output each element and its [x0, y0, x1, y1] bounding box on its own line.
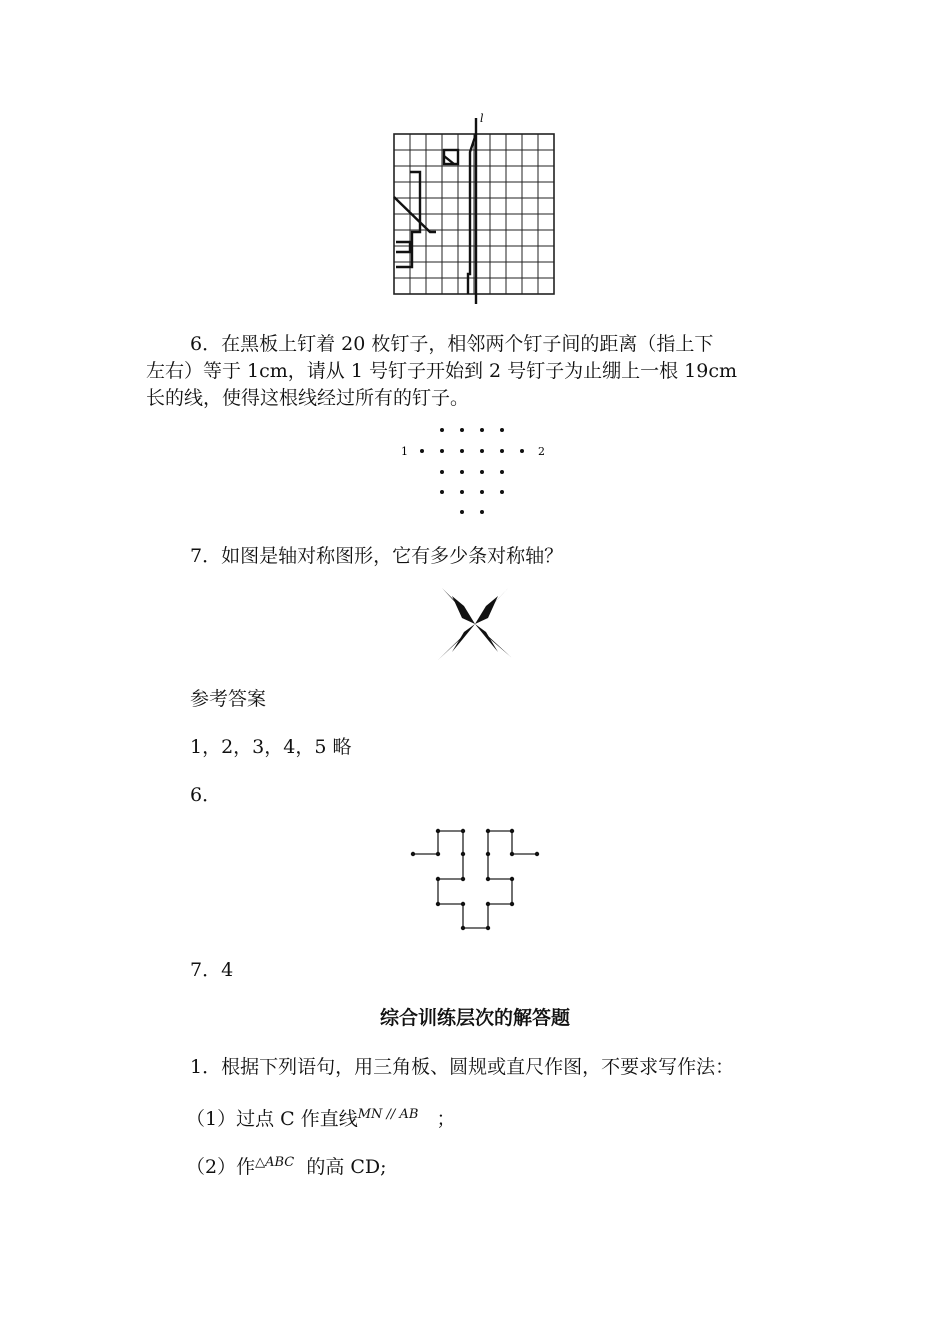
answer-1-5: 1，2，3，4，5 略: [190, 736, 352, 758]
grid-figure: [390, 112, 560, 307]
grid-line-label: l: [480, 112, 484, 125]
q6-line2: 左右）等于 1cm，请从 1 号钉子开始到 2 号钉子为止绷上一根 19cm: [146, 360, 737, 382]
s2-prefix: （2）作: [186, 1156, 256, 1178]
answers-title: 参考答案: [190, 688, 267, 710]
answer-path-figure: [406, 824, 546, 934]
star-figure: [434, 584, 516, 664]
q6-line3: 长的线，使得这根线经过所有的钉子。: [146, 387, 470, 409]
s1-prefix: （1）过点 C 作直线: [186, 1108, 358, 1130]
s1-suffix: ；: [436, 1108, 456, 1130]
nail-label-2: 2: [538, 445, 545, 458]
nail-dots-figure: [396, 424, 556, 520]
section-heading: 综合训练层次的解答题: [379, 1007, 570, 1029]
answer-6-label: 6．: [190, 784, 222, 806]
s2-math: △ABC: [255, 1155, 295, 1170]
answer-7: 7．4: [190, 959, 234, 981]
section-s2: [186, 1150, 387, 1180]
nail-label-1: 1: [401, 445, 408, 458]
section-s1: [186, 1102, 456, 1132]
section-p1: 1．根据下列语句，用三角板、圆规或直尺作图，不要求写作法：: [190, 1056, 735, 1078]
q7-text: 7．如图是轴对称图形，它有多少条对称轴？: [190, 545, 564, 567]
s1-math: MN // AB: [357, 1107, 419, 1122]
q6-line1: 6．在黑板上钉着 20 枚钉子，相邻两个钉子间的距离（指上下: [190, 333, 714, 355]
s2-suffix: 的高 CD;: [306, 1156, 387, 1178]
